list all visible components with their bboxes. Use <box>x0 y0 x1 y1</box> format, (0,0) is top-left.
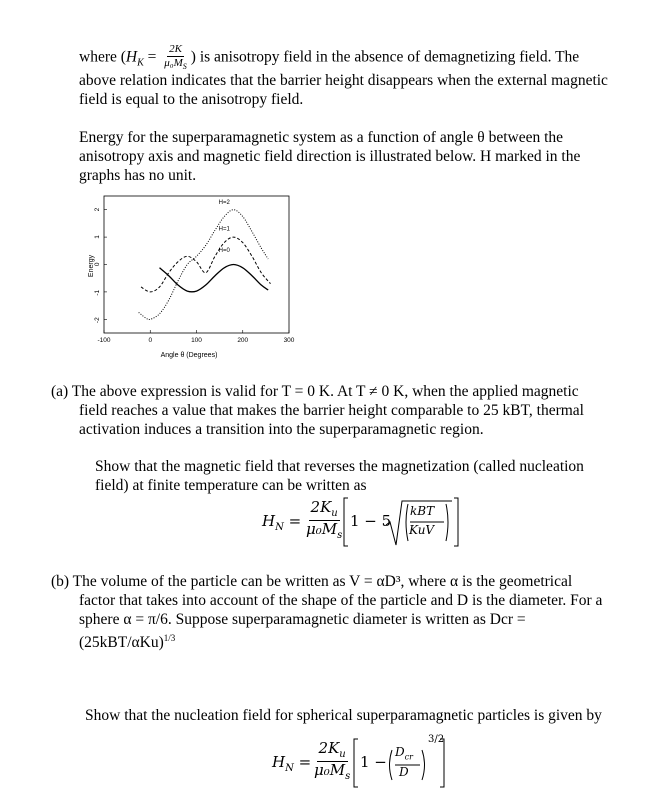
energy-line-1: Energy for the superparamagnetic system as a function of angle θ between the <box>79 129 564 146</box>
x-tick-label: 0 <box>148 337 153 344</box>
eq-a-hn: H <box>262 512 276 530</box>
y-tick-label: 2 <box>94 207 101 212</box>
series-line-h-0 <box>160 265 269 292</box>
eq-b-dcr: D <box>395 745 405 759</box>
energy-line-2: anisotropy axis and magnetic field direction is illustrated below. H marked in the <box>79 148 581 165</box>
part-a-line-3: activation induces a transition into the superparamagnetic region. <box>79 421 484 438</box>
intro-line-3: field is equal to the anisotropy field. <box>79 91 304 108</box>
eq-b-den: μ₀M <box>314 760 346 779</box>
series-label-h-2: H=2 <box>218 200 230 207</box>
y-tick-label: -1 <box>94 289 101 296</box>
part-a-line-1: (a) The above expression is valid for T = 0 K. At T ≠ 0 K, when the applied magnetic <box>51 383 579 400</box>
hk-den-sub: S <box>182 61 187 71</box>
equals: = <box>143 48 161 66</box>
hk-denominator <box>162 57 189 72</box>
eq-a-den: μ₀M <box>306 519 338 538</box>
eq-a-one-minus: 1 − 5 <box>350 512 392 530</box>
eq-b-d: D <box>399 765 409 779</box>
equation-a: $H_N$ = $\frac{2K_u}{\mu_0M_s}$ 1 − 5 kBT KuV <box>262 493 462 551</box>
part-b-line-2: factor that takes into account of the shape of the particle and D is the diameter. For a <box>79 592 603 609</box>
eq-b-num: 2K <box>318 739 340 757</box>
eq-b-frac-num <box>395 745 413 761</box>
eq-b-den-sub: s <box>345 770 351 782</box>
hk-numerator: 2K <box>169 43 182 55</box>
energy-line-3: graphs has no unit. <box>79 167 197 184</box>
series-label-h-1: H=1 <box>218 226 230 233</box>
eq-a-fraction <box>304 500 344 541</box>
hk-den-text: μ₀M <box>164 56 183 69</box>
hk-symbol: H <box>125 48 138 66</box>
hk-subscript: K <box>137 57 144 69</box>
hk-fraction <box>162 44 189 72</box>
eq-b-hn: H <box>272 753 286 771</box>
eq-a-num: 2K <box>310 498 332 516</box>
x-axis-label: Angle θ (Degrees) <box>160 352 218 359</box>
chart-series <box>139 200 271 319</box>
eq-a-num-sub: u <box>331 508 338 519</box>
eq-b-exponent: 3/2 <box>428 734 445 745</box>
series-line-h-2 <box>139 210 269 320</box>
part-b-line-4 <box>79 629 175 652</box>
x-tick-label: 300 <box>283 337 295 344</box>
y-axis-label: Energy <box>88 254 95 278</box>
chart-ticks <box>94 207 295 344</box>
energy-angle-chart <box>80 190 300 365</box>
part-a-show-1: Show that the magnetic field that reverses the magnetization (called nucleation <box>95 458 584 475</box>
eq-b-hn-sub: N <box>285 763 294 774</box>
part-b-line-1: (b) The volume of the particle can be written as V = αD³, where α is the geometrical <box>51 573 573 590</box>
intro-line-1 <box>79 44 579 72</box>
part-b-line-3: sphere α = π/6. Suppose superparamagnetic diameter is written as Dcr = <box>79 611 526 628</box>
part-b-show: Show that the nucleation field for spherical superparamagnetic particles is given by <box>85 707 602 724</box>
eq-a-den-sub: s <box>337 529 343 541</box>
eq-a-hn-sub: N <box>275 522 284 533</box>
equation-b: $H_N$ = $\frac{2K_u}{\mu_0M_s}$ 1 − $D_{cr}$ D 3/2 <box>272 734 462 792</box>
x-tick-label: 100 <box>191 337 202 344</box>
eq-b-dcr-sub: cr <box>404 752 413 762</box>
series-label-h-0: H=0 <box>218 248 230 255</box>
part-a-show-2: field) at finite temperature can be written as <box>95 477 367 494</box>
eq-a-sqrt-num: kBT <box>410 504 435 518</box>
part-a-line-2: field reaches a value that makes the barrier height comparable to 25 kBT, thermal <box>79 402 584 419</box>
text-fragment: ) is anisotropy field in the absence of demagnetizing field. The <box>190 48 580 66</box>
eq-b-one-minus: 1 − <box>360 753 387 771</box>
eq-b-fraction <box>312 741 352 782</box>
y-tick-label: 0 <box>94 262 101 267</box>
eq-b-num-sub: u <box>339 749 346 760</box>
y-tick-label: -2 <box>94 317 101 324</box>
dcr-expression: (25kBT/αKu) <box>79 634 164 652</box>
plot-frame <box>104 196 289 333</box>
dcr-exponent: 1/3 <box>163 633 176 643</box>
x-tick-label: 200 <box>237 337 249 344</box>
x-tick-label: -100 <box>97 337 111 344</box>
text-fragment: where ( <box>79 48 126 66</box>
eq-a-sqrt-den: KuV <box>409 523 435 537</box>
intro-line-2: above relation indicates that the barrier height disappears when the external magnetic <box>79 72 608 89</box>
y-tick-label: 1 <box>94 235 101 239</box>
